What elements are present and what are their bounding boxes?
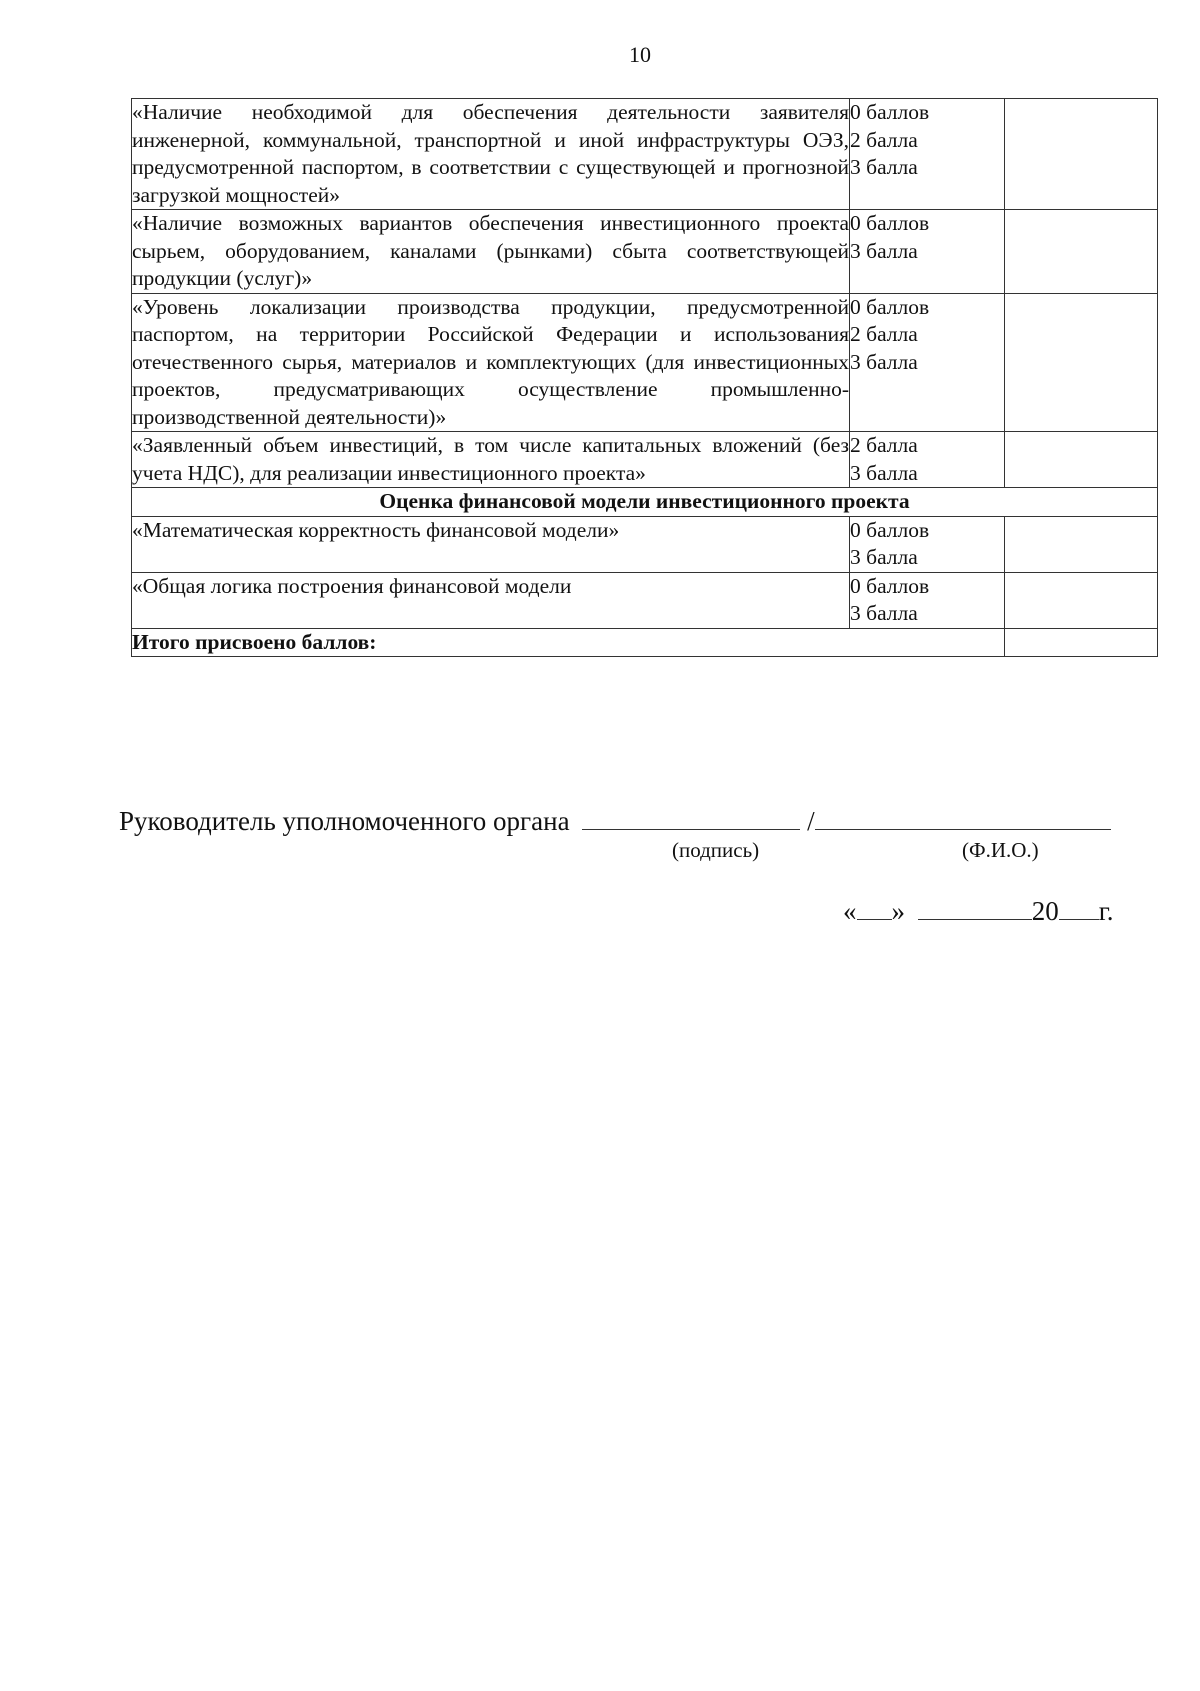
points-cell	[850, 432, 1005, 488]
page-number: 10	[629, 42, 651, 67]
signature-caption: (подпись)	[672, 838, 760, 862]
criterion-cell: «Общая логика построения финансовой модели	[132, 572, 850, 628]
score-cell[interactable]	[1005, 99, 1158, 210]
total-label: Итого присвоено баллов:	[132, 628, 1005, 657]
name-caption: (Ф.И.О.)	[962, 838, 1039, 862]
signature-label: Руководитель уполномоченного органа	[119, 806, 570, 836]
month-line[interactable]	[918, 894, 1032, 920]
signature-separator: /	[807, 806, 815, 836]
points-option: 3 балла	[850, 155, 918, 179]
date-block	[843, 894, 1114, 927]
score-cell[interactable]	[1005, 293, 1158, 432]
table-row	[132, 572, 1158, 628]
date-close-quote: »	[891, 896, 905, 926]
criterion-cell: «Наличие необходимой для обеспечения деятельности заявителя инженерной, коммунальной, транспортной и иной инфраструктуры ОЭЗ, предусмотренной паспортом, в соответствии с существующей и прогнозной загрузкой мощностей»	[132, 99, 850, 210]
total-row	[132, 628, 1158, 657]
evaluation-table	[131, 98, 1158, 657]
points-cell	[850, 516, 1005, 572]
score-cell[interactable]	[1005, 572, 1158, 628]
year-prefix: 20	[1031, 896, 1059, 926]
year-suffix: г.	[1098, 896, 1114, 926]
score-cell[interactable]	[1005, 432, 1158, 488]
day-line[interactable]	[857, 894, 892, 920]
points-option: 3 балла	[850, 238, 918, 263]
criterion-cell: «Заявленный объем инвестиций, в том числе капитальных вложений (без учета НДС), для реализации инвестиционного проекта»	[132, 432, 850, 488]
table-row	[132, 293, 1158, 432]
points-option: 0 баллов	[850, 517, 930, 542]
points-option: 3 балла	[850, 460, 918, 485]
name-line[interactable]	[815, 804, 1111, 830]
points-option: 0 баллов	[850, 100, 930, 124]
points-cell	[850, 293, 1005, 432]
points-option: 0 баллов	[850, 573, 930, 598]
points-cell	[850, 572, 1005, 628]
criterion-cell: «Математическая корректность финансовой модели»	[132, 516, 850, 572]
signature-block	[119, 804, 1111, 837]
points-option: 3 балла	[850, 545, 918, 569]
table-row	[132, 516, 1158, 572]
points-option: 3 балла	[850, 349, 918, 374]
points-option: 0 баллов	[850, 211, 930, 235]
points-option: 0 баллов	[850, 294, 930, 319]
total-score-cell[interactable]	[1005, 628, 1158, 657]
score-cell[interactable]	[1005, 516, 1158, 572]
criterion-cell: «Уровень локализации производства продукции, предусмотренной паспортом, на территории Российской Федерации и использования отечественного сырья, материалов и комплектующих (для инвестиционных проектов, предусматривающих осуществление промышленно-производственной деятельности)»	[132, 293, 850, 432]
points-option: 2 балла	[850, 127, 918, 152]
table-row	[132, 432, 1158, 488]
date-open-quote: «	[843, 896, 857, 926]
section-header-row	[132, 488, 1158, 517]
table-row	[132, 210, 1158, 294]
signature-line[interactable]	[582, 804, 800, 830]
table-row	[132, 99, 1158, 210]
points-cell	[850, 210, 1005, 294]
points-cell	[850, 99, 1005, 210]
criterion-cell: «Наличие возможных вариантов обеспечения инвестиционного проекта сырьем, оборудованием, каналами (рынками) сбыта соответствующей продукции (услуг)»	[132, 210, 850, 294]
score-cell[interactable]	[1005, 210, 1158, 294]
year-line[interactable]	[1059, 894, 1099, 920]
points-option: 3 балла	[850, 601, 918, 625]
points-option: 2 балла	[850, 322, 918, 346]
section-header: Оценка финансовой модели инвестиционного проекта	[132, 488, 1158, 517]
points-option: 2 балла	[850, 433, 918, 457]
